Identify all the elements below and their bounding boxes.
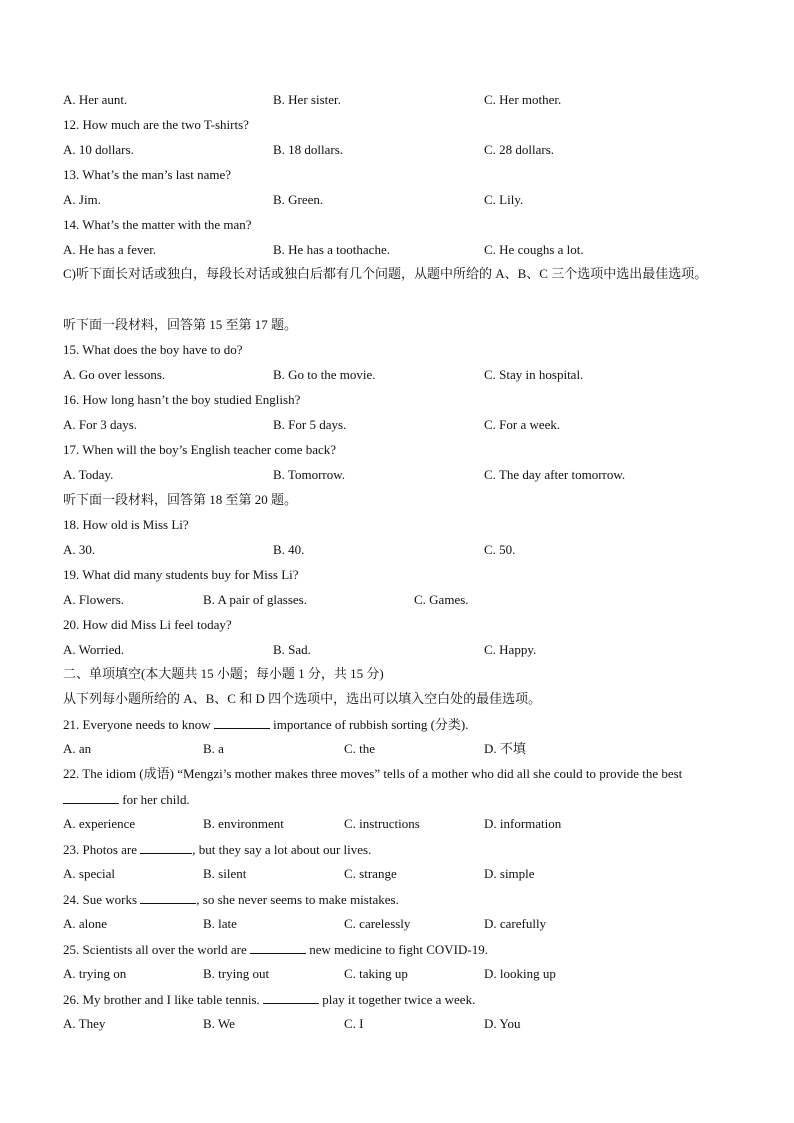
question-text-start: 23. Photos are (63, 842, 141, 857)
question-text: 从下列每小题所给的 A、B、C 和 D 四个选项中，选出可以填入空白处的最佳选项。 (63, 691, 542, 706)
answer-option: A. Her aunt. (63, 92, 128, 107)
question-text (63, 716, 469, 732)
answer-option: A. Flowers. (63, 592, 125, 607)
question-text: 22. The idiom (成语) “Mengzi’s mother makes three moves” tells of a mother who did all she could to provide the best (63, 766, 683, 781)
answer-options (0, 592, 794, 608)
question-text-end: , but they say a lot about our lives. (192, 842, 372, 857)
question-text-start: 21. Everyone needs to know (63, 717, 214, 732)
question-text-end: for her child. (119, 792, 190, 807)
answer-option: C. Lily. (484, 192, 524, 207)
answer-option: D. carefully (484, 916, 547, 931)
answer-option: B. a (203, 741, 224, 756)
answer-option: C. 28 dollars. (484, 142, 555, 157)
question-text: 17. When will the boy’s English teacher come back? (63, 442, 337, 457)
answer-option: A. 10 dollars. (63, 142, 134, 157)
answer-options (0, 642, 794, 658)
answer-option: A. Worried. (63, 642, 125, 657)
question-text (63, 791, 190, 807)
answer-blank (63, 791, 119, 804)
answer-options (0, 542, 794, 558)
answer-blank (140, 891, 196, 904)
answer-option: C. Happy. (484, 642, 537, 657)
answer-options (0, 1016, 794, 1032)
question-text (63, 841, 371, 857)
question-text (63, 991, 475, 1007)
answer-option: B. 18 dollars. (273, 142, 344, 157)
question-text-start: 25. Scientists all over the world are (63, 942, 251, 957)
question-text: 20. How did Miss Li feel today? (63, 617, 232, 632)
question-text: 18. How old is Miss Li? (63, 517, 189, 532)
answer-options (0, 192, 794, 208)
answer-option: D. looking up (484, 966, 556, 981)
answer-options (0, 866, 794, 882)
question-text (63, 891, 399, 907)
answer-options (0, 741, 794, 757)
answer-option: B. We (203, 1016, 235, 1031)
answer-option: C. instructions (344, 816, 420, 831)
answer-option: C. For a week. (484, 417, 561, 432)
question-text (63, 941, 488, 957)
answer-option: C. 50. (484, 542, 516, 557)
answer-option: A. Jim. (63, 192, 101, 207)
answer-option: B. silent (203, 866, 247, 881)
answer-option: C. carelessly (344, 916, 411, 931)
answer-options (0, 467, 794, 483)
answer-option: C. strange (344, 866, 397, 881)
question-text-end: , so she never seems to make mistakes. (196, 892, 399, 907)
question-text-end: play it together twice a week. (319, 992, 476, 1007)
answer-option: B. environment (203, 816, 284, 831)
answer-option: C. Games. (414, 592, 469, 607)
question-text: 12. How much are the two T-shirts? (63, 117, 249, 132)
answer-option: D. simple (484, 866, 535, 881)
answer-option: A. trying on (63, 966, 127, 981)
answer-option: A. special (63, 866, 115, 881)
answer-option: A. He has a fever. (63, 242, 157, 257)
answer-option: A. They (63, 1016, 106, 1031)
answer-options (0, 142, 794, 158)
answer-option: A. Go over lessons. (63, 367, 166, 382)
question-text: 听下面一段材料，回答第 15 至第 17 题。 (63, 317, 298, 332)
answer-options (0, 92, 794, 108)
answer-blank (263, 991, 319, 1004)
answer-option: A. alone (63, 916, 108, 931)
answer-option: D. 不填 (484, 741, 526, 756)
answer-option: B. late (203, 916, 237, 931)
question-text: 19. What did many students buy for Miss Li? (63, 567, 299, 582)
question-text: 14. What’s the matter with the man? (63, 217, 252, 232)
answer-option: D. You (484, 1016, 521, 1031)
answer-option: A. Today. (63, 467, 114, 482)
question-text-start: 24. Sue works (63, 892, 141, 907)
question-text: 二、单项填空(本大题共 15 小题；每小题 1 分，共 15 分) (63, 666, 384, 681)
answer-option: C. Stay in hospital. (484, 367, 584, 382)
answer-option: A. an (63, 741, 92, 756)
answer-options (0, 966, 794, 982)
answer-options (0, 417, 794, 433)
question-text: 15. What does the boy have to do? (63, 342, 243, 357)
answer-option: B. trying out (203, 966, 270, 981)
question-text-end: new medicine to fight COVID-19. (306, 942, 488, 957)
question-text-end: importance of rubbish sorting (分类). (269, 717, 469, 732)
answer-option: B. A pair of glasses. (203, 592, 307, 607)
answer-option: A. 30. (63, 542, 96, 557)
answer-option: A. experience (63, 816, 136, 831)
answer-blank (214, 716, 270, 729)
answer-option: B. Green. (273, 192, 324, 207)
answer-option: C. The day after tomorrow. (484, 467, 626, 482)
answer-option: D. information (484, 816, 562, 831)
answer-blank (140, 841, 192, 854)
answer-blank (250, 941, 306, 954)
answer-option: B. Tomorrow. (273, 467, 346, 482)
answer-option: B. Her sister. (273, 92, 341, 107)
answer-option: C. the (344, 741, 376, 756)
question-text: 16. How long hasn’t the boy studied English? (63, 392, 301, 407)
answer-option: B. Go to the movie. (273, 367, 376, 382)
answer-option: C. Her mother. (484, 92, 562, 107)
question-text: 听下面一段材料，回答第 18 至第 20 题。 (63, 492, 298, 507)
answer-option: B. He has a toothache. (273, 242, 390, 257)
question-text-start: 26. My brother and I like table tennis. (63, 992, 264, 1007)
answer-option: C. I (344, 1016, 364, 1031)
answer-options (0, 367, 794, 383)
answer-option: B. For 5 days. (273, 417, 347, 432)
question-text: 13. What’s the man’s last name? (63, 167, 231, 182)
answer-option: B. 40. (273, 542, 305, 557)
answer-option: C. taking up (344, 966, 408, 981)
answer-option: A. For 3 days. (63, 417, 138, 432)
answer-option: C. He coughs a lot. (484, 242, 584, 257)
answer-options (0, 816, 794, 832)
answer-options (0, 242, 794, 258)
answer-option: B. Sad. (273, 642, 311, 657)
section-instruction: C)听下面长对话或独白，每段长对话或独白后都有几个问题，从题中所给的 A、B、C 三个选项中选出最佳选项。 (63, 266, 708, 281)
answer-options (0, 916, 794, 932)
